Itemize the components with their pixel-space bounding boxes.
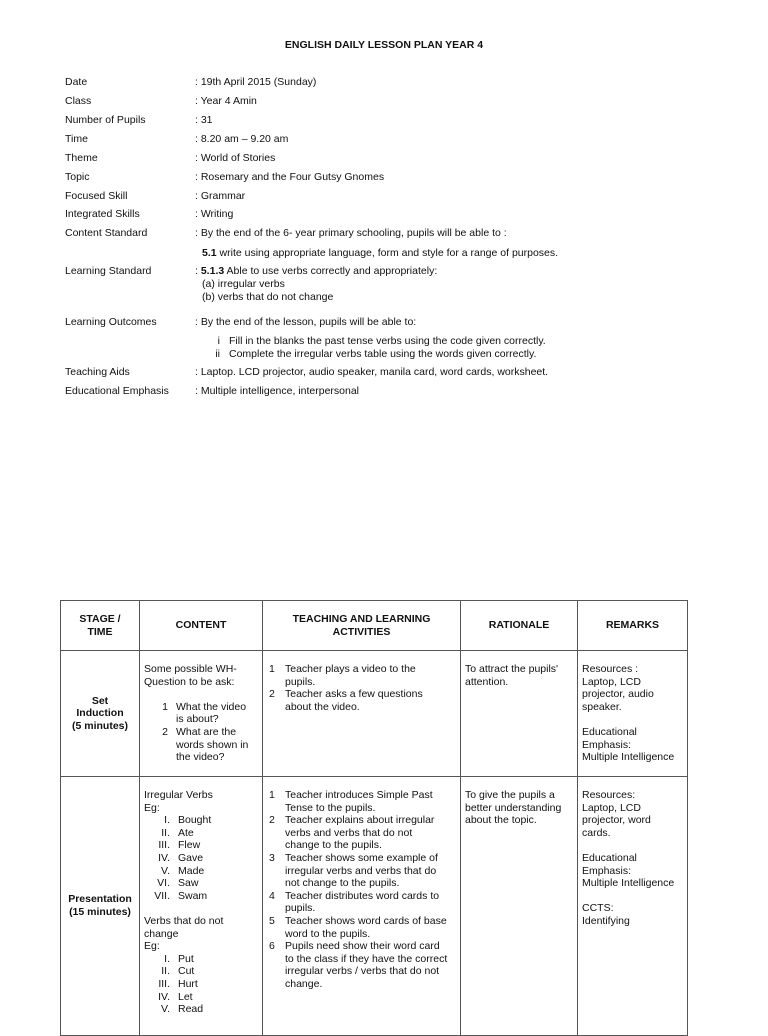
item-text: Cut bbox=[178, 965, 195, 978]
item-number: VII. bbox=[154, 889, 170, 902]
item-number: 2 bbox=[162, 725, 168, 738]
list-item bbox=[158, 701, 258, 726]
item-text: Teacher introduces Simple Past Tense to the pupils. bbox=[285, 789, 433, 814]
stage-cell: Set Induction (5 minutes) bbox=[61, 651, 140, 777]
item-number: II. bbox=[161, 826, 170, 839]
item-number: 1 bbox=[162, 700, 168, 713]
list-item bbox=[144, 865, 258, 878]
list-item bbox=[144, 965, 258, 978]
item-number: 2 bbox=[269, 814, 275, 827]
info-label: Date bbox=[65, 76, 88, 88]
list-item bbox=[144, 814, 258, 827]
item-text: What are the words shown in the video? bbox=[176, 725, 249, 764]
content-heading-2: Verbs that do not change Eg: bbox=[144, 914, 224, 953]
item-text: Saw bbox=[178, 877, 199, 890]
info-value: : Grammar bbox=[195, 190, 246, 202]
table-row bbox=[61, 777, 688, 1036]
header-remarks: REMARKS bbox=[578, 601, 688, 651]
content-heading: Irregular Verbs Eg: bbox=[144, 789, 213, 814]
list-item bbox=[144, 827, 258, 840]
header-activities: TEACHING AND LEARNING ACTIVITIES bbox=[263, 601, 461, 651]
table-row bbox=[61, 651, 688, 777]
standard-number: 5.1 bbox=[202, 247, 217, 259]
info-label: Learning Standard bbox=[65, 265, 152, 277]
activities-cell bbox=[263, 777, 461, 1036]
activities-cell bbox=[263, 651, 461, 777]
info-label: Theme bbox=[65, 152, 98, 164]
item-text: Read bbox=[178, 1003, 204, 1016]
item-number: III. bbox=[158, 977, 170, 990]
info-value: : Writing bbox=[195, 208, 234, 220]
colon: : bbox=[195, 265, 198, 277]
learning-standard-item: (a) irregular verbs bbox=[202, 278, 285, 290]
info-value: : 8.20 am – 9.20 am bbox=[195, 133, 289, 145]
learning-standard-item: (b) verbs that do not change bbox=[202, 290, 334, 303]
list-item bbox=[267, 789, 456, 814]
list-item bbox=[267, 663, 456, 688]
item-number: 3 bbox=[269, 851, 275, 864]
remarks-cell: Resources: Laptop, LCD projector, word cards. Educational Emphasis: Multiple Intelligence CCTS: Identifying bbox=[578, 777, 688, 1036]
item-text: Flew bbox=[178, 839, 201, 852]
list-item bbox=[267, 852, 456, 890]
item-text: Ate bbox=[178, 826, 194, 839]
item-text: Teacher asks a few questions about the video. bbox=[285, 688, 423, 713]
outcome-text: Fill in the blanks the past tense verbs using the code given correctly. bbox=[229, 335, 546, 347]
item-number: I. bbox=[164, 814, 170, 827]
info-value: : 19th April 2015 (Sunday) bbox=[195, 76, 317, 88]
item-text: Swam bbox=[178, 889, 208, 902]
info-label: Integrated Skills bbox=[65, 208, 140, 220]
content-intro: Some possible WH- Question to be ask: bbox=[144, 663, 237, 688]
item-text: Teacher shows some example of irregular verbs and verbs that do not change to the pupils. bbox=[285, 851, 438, 890]
document-title: ENGLISH DAILY LESSON PLAN YEAR 4 bbox=[284, 39, 484, 51]
header-stage: STAGE / TIME bbox=[61, 601, 140, 651]
lesson-table bbox=[60, 600, 688, 1036]
list-item bbox=[267, 814, 456, 852]
list-item bbox=[158, 726, 258, 764]
list-item bbox=[267, 915, 456, 940]
item-text: Bought bbox=[178, 814, 212, 827]
list-item bbox=[267, 940, 456, 990]
info-label: Content Standard bbox=[65, 227, 148, 239]
header-content: CONTENT bbox=[140, 601, 263, 651]
outcome-number: i bbox=[217, 335, 220, 347]
standard-text: Able to use verbs correctly and appropriately: bbox=[224, 265, 438, 277]
item-text: Made bbox=[178, 864, 205, 877]
info-value: : 31 bbox=[195, 114, 213, 126]
item-number: 2 bbox=[269, 688, 275, 701]
item-text: Teacher explains about irregular verbs and verbs that do not change to the pupils. bbox=[285, 814, 435, 852]
standard-text: write using appropriate language, form and style for a range of purposes. bbox=[216, 247, 559, 259]
item-text: What the video is about? bbox=[176, 700, 247, 726]
list-item bbox=[144, 852, 258, 865]
item-text: Let bbox=[178, 990, 193, 1003]
list-item bbox=[144, 991, 258, 1004]
item-number: 1 bbox=[269, 663, 275, 675]
info-value: : Rosemary and the Four Gutsy Gnomes bbox=[195, 171, 385, 183]
item-text: Put bbox=[178, 952, 194, 965]
list-item bbox=[144, 978, 258, 991]
info-label: Topic bbox=[65, 171, 90, 183]
item-number: 1 bbox=[269, 789, 275, 801]
item-number: IV. bbox=[158, 851, 170, 864]
info-label: Teaching Aids bbox=[65, 366, 130, 378]
info-label: Time bbox=[65, 133, 88, 145]
item-number: V. bbox=[161, 864, 170, 877]
item-text: Gave bbox=[178, 851, 204, 864]
info-value: : By the end of the 6- year primary schooling, pupils will be able to : bbox=[195, 227, 507, 239]
item-text: Pupils need show their word card to the class if they have the correct irregular verbs / verbs that do not change. bbox=[285, 940, 448, 990]
info-label: Learning Outcomes bbox=[65, 316, 157, 328]
list-item bbox=[144, 1003, 258, 1016]
list-item bbox=[144, 877, 258, 890]
list-item bbox=[267, 688, 456, 713]
info-value: : World of Stories bbox=[195, 152, 276, 164]
table-header-row bbox=[61, 601, 688, 651]
item-number: VI. bbox=[157, 877, 170, 890]
info-label: Focused Skill bbox=[65, 190, 128, 202]
info-value: : By the end of the lesson, pupils will be able to: bbox=[195, 316, 417, 328]
rationale-cell: To give the pupils a better understanding about the topic. bbox=[461, 777, 578, 1036]
outcome-text: Complete the irregular verbs table using the words given correctly. bbox=[229, 347, 537, 360]
content-cell bbox=[140, 651, 263, 777]
item-text: Teacher plays a video to the pupils. bbox=[285, 663, 416, 688]
item-number: I. bbox=[164, 952, 170, 965]
list-item bbox=[267, 890, 456, 915]
info-label: Class bbox=[65, 95, 92, 107]
info-value bbox=[195, 265, 437, 278]
header-rationale: RATIONALE bbox=[461, 601, 578, 651]
item-number: 6 bbox=[269, 940, 275, 953]
item-number: V. bbox=[161, 1003, 170, 1016]
item-text: Teacher shows word cards of base word to the pupils. bbox=[285, 914, 447, 940]
item-text: Teacher distributes word cards to pupils. bbox=[285, 889, 440, 915]
item-number: 4 bbox=[269, 889, 275, 902]
list-item bbox=[144, 890, 258, 903]
list-item bbox=[144, 953, 258, 966]
content-cell bbox=[140, 777, 263, 1036]
item-text: Hurt bbox=[178, 977, 198, 990]
item-number: 5 bbox=[269, 914, 275, 927]
info-label: Educational Emphasis bbox=[65, 385, 169, 397]
content-standard-detail bbox=[202, 247, 558, 260]
remarks-cell: Resources : Laptop, LCD projector, audio speaker. Educational Emphasis: Multiple Intelligence bbox=[578, 651, 688, 777]
info-value: : Multiple intelligence, interpersonal bbox=[195, 385, 360, 397]
info-value: : Year 4 Amin bbox=[195, 95, 257, 107]
rationale-cell: To attract the pupils' attention. bbox=[461, 651, 578, 777]
info-value: : Laptop. LCD projector, audio speaker, manila card, word cards, worksheet. bbox=[195, 366, 549, 378]
item-number: IV. bbox=[158, 990, 170, 1003]
item-number: II. bbox=[161, 965, 170, 978]
stage-cell: Presentation (15 minutes) bbox=[61, 777, 140, 1036]
item-number: III. bbox=[158, 839, 170, 852]
list-item bbox=[144, 839, 258, 852]
standard-number: 5.1.3 bbox=[200, 265, 225, 277]
outcome-number: ii bbox=[215, 347, 220, 360]
info-label: Number of Pupils bbox=[65, 114, 146, 126]
